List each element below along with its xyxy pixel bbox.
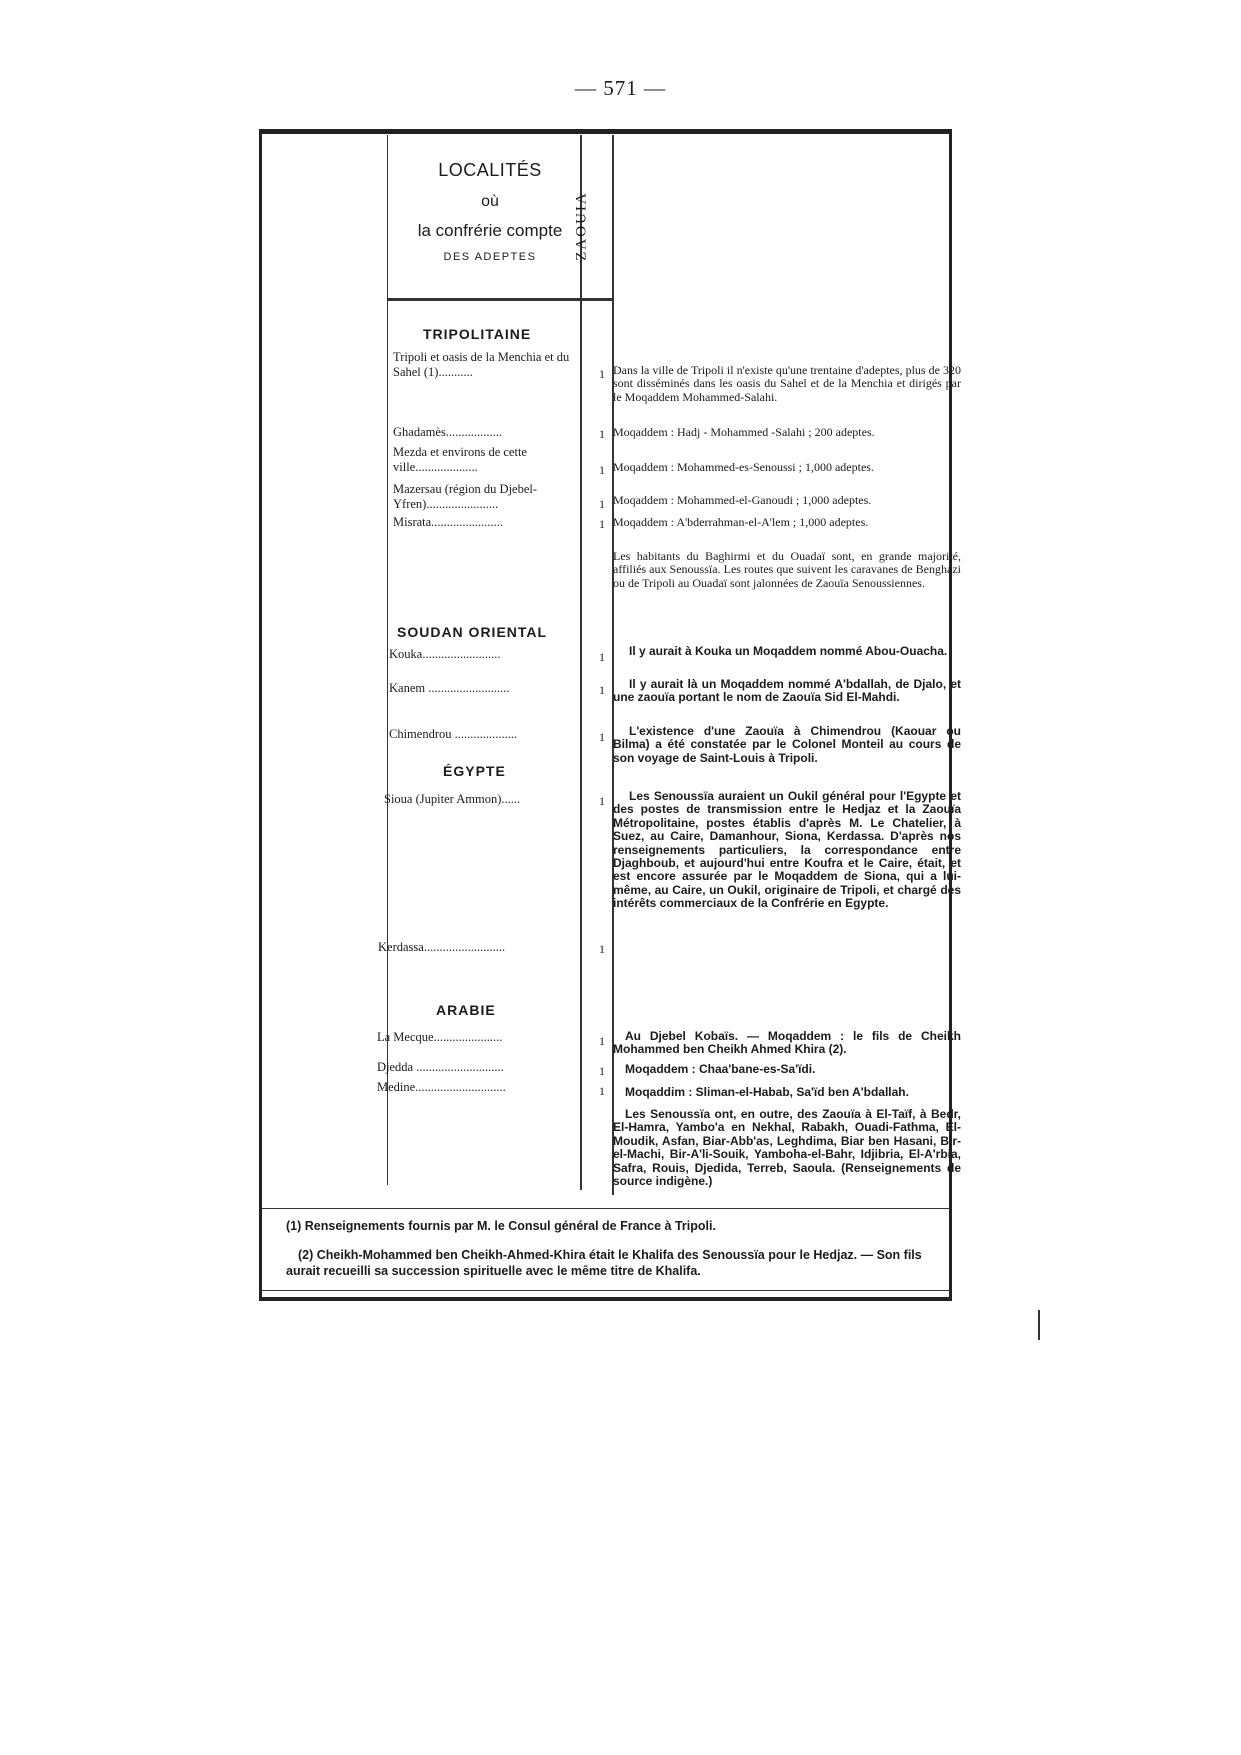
- footnote-rule-top: [262, 1208, 950, 1209]
- row-note: Il y aurait là un Moqaddem nommé A'bdallah, de Djalo, et une zaouïa portant le nom de Zaouïa Sid El-Mahdi.: [613, 677, 961, 705]
- zaouia-count: 1: [599, 942, 605, 956]
- region-arabie: ARABIE: [436, 1002, 496, 1018]
- column-rule-middle: [580, 135, 582, 1190]
- row-note: Moqaddem : A'bderrahman-el-A'lem ; 1,000 adeptes.: [613, 515, 869, 529]
- zaouia-count: 1: [599, 683, 605, 697]
- localites-header: [395, 160, 585, 263]
- place-name: Djedda ............................: [377, 1060, 504, 1074]
- localites-ou: où: [481, 193, 499, 210]
- place-name: Misrata.......................: [393, 515, 504, 529]
- zaouia-count: 1: [599, 794, 605, 808]
- localites-title: LOCALITÉS: [438, 160, 542, 180]
- row-note: Moqaddem : Mohammed-es-Senoussi ; 1,000 adeptes.: [613, 460, 874, 474]
- place-name: Mazersau (région du Djebel-Yfren).......................: [393, 482, 538, 511]
- zaouia-count: 1: [599, 497, 605, 511]
- margin-mark: [1038, 1310, 1040, 1340]
- place-name: Sioua (Jupiter Ammon)......: [384, 792, 521, 806]
- place-name: Kerdassa..........................: [378, 940, 506, 954]
- row-note: Les Senoussïa auraient un Oukil général pour l'Egypte et des postes de transmission entre le Hedjaz et la Zaouïa Métropolitaine, postes établis d'après M. Le Chatelier, à Suez, au Caire, Damanhour, Siona, Kerdassa. D'après nos renseignements particuliers, la correspondance entre Djaghboub, et aujourd'hui entre Koufra et le Caire, était, et est encore assurée par le Moqaddem de Siona, qui a lui-même, au Caire, un Oukil, originaire de Tripoli, et chargé des intérêts commerciaux de la Confrérie en Egypte.: [613, 789, 961, 911]
- row-note: Moqaddem : Hadj - Mohammed -Salahi ; 200 adeptes.: [613, 425, 875, 439]
- footnote-rule-bottom: [262, 1290, 950, 1291]
- place-name: Mezda et environs de cette ville....................: [393, 445, 527, 474]
- row-note: Moqaddem : Mohammed-el-Ganoudi ; 1,000 adeptes.: [613, 493, 872, 507]
- place-name: La Mecque......................: [377, 1030, 503, 1044]
- place-name: Kanem ..........................: [389, 681, 510, 695]
- place-name: Tripoli et oasis de la Menchia et du Sahel (1)...........: [393, 350, 570, 379]
- row-note: Il y aurait à Kouka un Moqaddem nommé Abou-Ouacha.: [629, 644, 948, 658]
- row-note: Dans la ville de Tripoli il n'existe qu'une trentaine d'adeptes, plus de 320 sont disséminés dans les oasis du Sahel et de la Menchia et dirigés par le Moqaddem Mohammed-Salahi.: [613, 363, 961, 404]
- region-tripolitaine: TRIPOLITAINE: [423, 326, 532, 342]
- page-number: — 571 —: [575, 76, 666, 100]
- footnote-2: (2) Cheikh-Mohammed ben Cheikh-Ahmed-Khira était le Khalifa des Senoussïa pour le Hedjaz. — Son fils aurait recueilli sa succession spirituelle avec le même titre de Khalifa.: [286, 1248, 922, 1278]
- place-name: Chimendrou ....................: [389, 727, 518, 741]
- row-note: L'existence d'une Zaouïa à Chimendrou (Kaouar ou Bilma) a été constatée par le Colonel Monteil au cours de son voyage de Saint-Louis à Tripoli.: [613, 724, 961, 765]
- place-name: Ghadamès..................: [393, 425, 503, 439]
- zaouia-count: 1: [599, 367, 605, 381]
- zaouia-count: 1: [599, 427, 605, 441]
- place-name: Medine.............................: [377, 1080, 506, 1094]
- zaouia-count: 1: [599, 1084, 605, 1098]
- place-name: Kouka.........................: [389, 647, 501, 661]
- footnote-1: (1) Renseignements fournis par M. le Consul général de France à Tripoli.: [286, 1219, 716, 1233]
- zaouia-count: 1: [599, 650, 605, 664]
- localites-adeptes: DES ADEPTES: [443, 251, 537, 263]
- localites-confrerie: la confrérie compte: [417, 221, 563, 240]
- zaouia-count: 1: [599, 1064, 605, 1078]
- zaouia-header: ZAOUIA: [573, 191, 590, 261]
- column-rule-left: [387, 135, 388, 1185]
- region-egypte: ÉGYPTE: [443, 763, 506, 779]
- header-underline: [388, 298, 612, 301]
- row-note: Au Djebel Kobaïs. — Moqaddem : le fils de Cheikh Mohammed ben Cheikh Ahmed Khira (2).: [613, 1029, 961, 1057]
- region-soudan-oriental: SOUDAN ORIENTAL: [397, 624, 548, 640]
- arabie-extra-note: Les Senoussïa ont, en outre, des Zaouïa à El-Taïf, à Bedr, El-Hamra, Yambo'a en Nekhal, Rabakh, Ouadi-Fathma, El-Moudik, Asfan, Biar-Abb'as, Leghdima, Biar ben Hasani, Bir-el-Machi, Bir-A'li-Souik, Yamboha-el-Bahr, Idjibria, El-A'rbia, Safra, Rouis, Djedida, Terreb, Saoula. (Renseignements de source indigène.): [613, 1107, 961, 1189]
- zaouia-count: 1: [599, 517, 605, 531]
- row-note: Moqaddim : Sliman-el-Habab, Sa'ïd ben A'bdallah.: [625, 1085, 909, 1099]
- row-note: Moqaddem : Chaa'bane-es-Sa'ïdi.: [625, 1062, 816, 1076]
- zaouia-count: 1: [599, 463, 605, 477]
- zaouia-count: 1: [599, 730, 605, 744]
- zaouia-count: 1: [599, 1034, 605, 1048]
- tripolitaine-extra-note: Les habitants du Baghirmi et du Ouadaï sont, en grande majorité, affiliés aux Senoussïa. Les routes que suivent les caravanes de Benghazi ou de Tripoli au Ouadaï sont jalonnées de Zaouïa Senoussiennes.: [613, 549, 961, 590]
